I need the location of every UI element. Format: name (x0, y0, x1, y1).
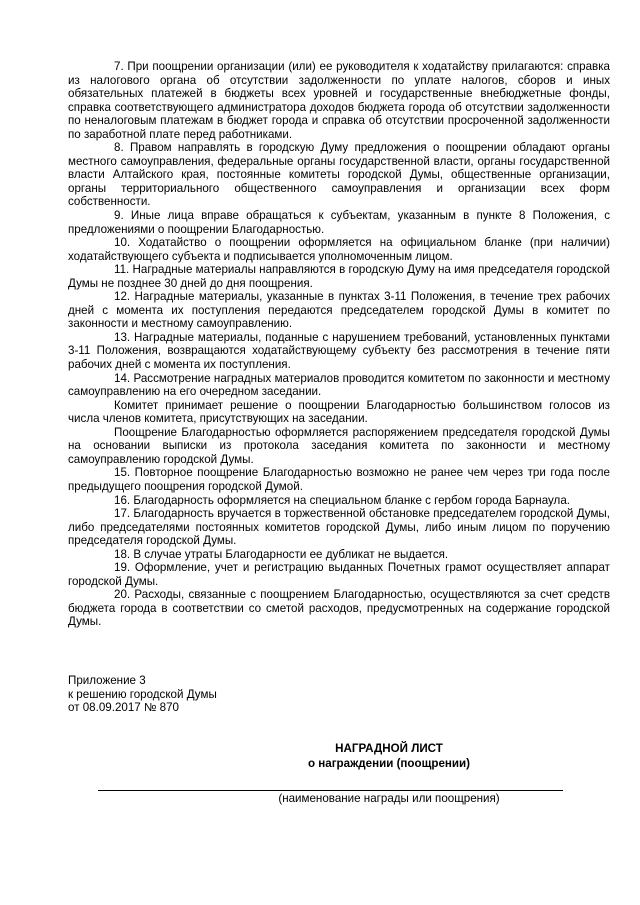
form-heading (68, 741, 610, 771)
paragraph-15: 15. Повторное поощрение Благодарностью возможно не ранее чем через три года после предыдущего поощрения городской Думой. (68, 466, 610, 493)
paragraph-17: 17. Благодарность вручается в торжественной обстановке председателем городской Думы, либо председателями постоянных комитетов городской Думы, либо иным лицом по поручению председателя городской Думы. (68, 507, 610, 548)
body-text (68, 60, 610, 629)
paragraph-11: 11. Наградные материалы направляются в городскую Думу на имя председателя городской Думы не позднее 30 дней до дня поощрения. (68, 263, 610, 290)
award-name-caption: (наименование награды или поощрения) (278, 791, 500, 805)
appendix-date: от 08.09.2017 № 870 (68, 701, 179, 715)
appendix-number: Приложение 3 (68, 673, 146, 687)
paragraph-20: 20. Расходы, связанные с поощрением Благодарностью, осуществляются за счет средств бюджета города в соответствии со сметой расходов, предусмотренных на содержание городской Думы. (68, 588, 610, 629)
paragraph-10: 10. Ходатайство о поощрении оформляется на официальном бланке (при наличии) ходатайствующего субъекта и подписывается уполномоченным лицом. (68, 236, 610, 263)
paragraph-16: 16. Благодарность оформляется на специальном бланке с гербом города Барнаула. (114, 493, 570, 507)
award-name-line (98, 790, 563, 791)
paragraph-9: 9. Иные лица вправе обращаться к субъектам, указанным в пункте 8 Положения, с предложениями о поощрении Благодарностью. (68, 209, 610, 236)
paragraph-19: 19. Оформление, учет и регистрацию выданных Почетных грамот осуществляет аппарат городской Думы. (68, 561, 610, 588)
paragraph-18: 18. В случае утраты Благодарности ее дубликат не выдается. (114, 547, 449, 561)
appendix-decision: к решению городской Думы (68, 687, 217, 701)
paragraph-14: 14. Рассмотрение наградных материалов проводится комитетом по законности и местному самоуправлению на его очередном заседании. (68, 371, 610, 399)
paragraph-8: 8. Правом направлять в городскую Думу предложения о поощрении обладают органы местного самоуправления, федеральные органы государственной власти, органы государственной власти Алтайского края, постоянные комитеты городской Думы, общественные организации, органы территориального общественного самоуправления и организации всех форм собственности. (68, 141, 610, 209)
paragraph-14-decision: Комитет принимает решение о поощрении Благодарностью большинством голосов из числа членов комитета, присутствующих на заседании. (68, 398, 610, 426)
appendix-reference (68, 674, 610, 715)
paragraph-12: 12. Наградные материалы, указанные в пунктах 3-11 Положения, в течение трех рабочих дней с момента их поступления передаются председателем городской Думы в комитет по законности и местному самоуправлению. (68, 290, 610, 331)
form-subtitle: о награждении (поощрении) (307, 756, 471, 770)
document-page (68, 60, 610, 805)
paragraph-14-order: Поощрение Благодарностью оформляется распоряжением председателя городской Думы на основании выписки из протокола заседания комитета по законности и местному самоуправлению городской Думы. (68, 425, 610, 466)
paragraph-13: 13. Наградные материалы, поданные с нарушением требований, установленных пунктами 3-11 Положения, возвращаются ходатайствующему субъекту без рассмотрения в течение пяти рабочих дней с момента их поступления. (68, 330, 610, 372)
paragraph-7: 7. При поощрении организации (или) ее руководителя к ходатайству прилагаются: справка из налогового органа об отсутствии задолженности по уплате налогов, сборов и иных обязательных платежей в бюджеты всех уровней и государственные внебюджетные фонды, справка соответствующего администратора доходов бюджета города об отсутствии задолженности по неналоговым платежам в бюджет города и справка об отсутствии просроченной задолженности по заработной плате перед работниками. (68, 60, 610, 141)
form-title: НАГРАДНОЙ ЛИСТ (335, 741, 443, 755)
